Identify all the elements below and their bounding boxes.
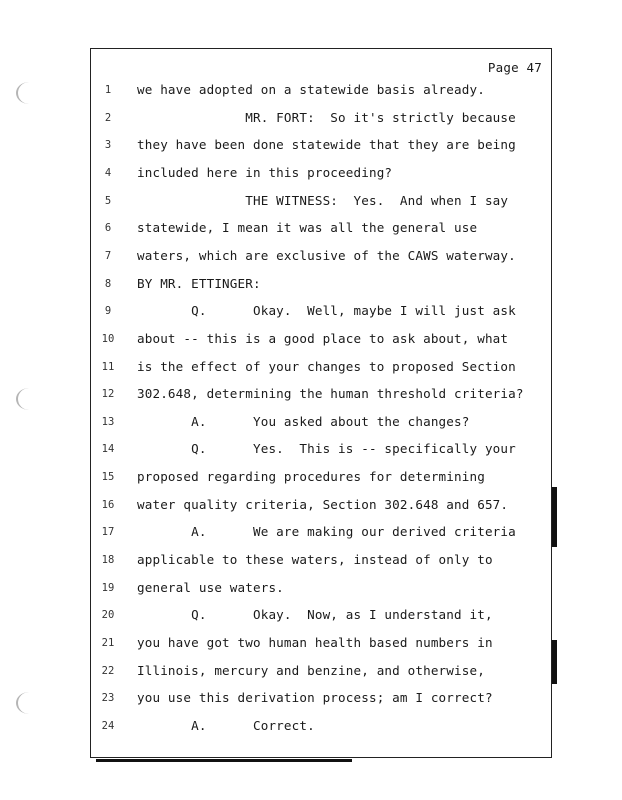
transcript-line	[0, 248, 622, 268]
line-number: 11	[101, 360, 115, 373]
line-text: included here in this proceeding?	[137, 164, 393, 180]
line-text: proposed regarding procedures for determining	[137, 469, 485, 485]
line-text: A. We are making our derived criteria	[137, 524, 516, 540]
transcript-line	[0, 497, 622, 517]
transcript-line	[0, 607, 622, 627]
line-text: they have been done statewide that they are being	[137, 137, 516, 153]
line-text: Q. Okay. Well, maybe I will just ask	[137, 303, 516, 319]
line-number: 16	[101, 498, 115, 511]
line-number: 19	[101, 581, 115, 594]
transcript-line	[0, 469, 622, 489]
transcript-line	[0, 524, 622, 544]
line-text: A. You asked about the changes?	[137, 413, 470, 429]
line-number: 12	[101, 388, 115, 401]
line-number: 20	[101, 609, 115, 622]
line-text: applicable to these waters, instead of only to	[137, 552, 493, 568]
transcript-line	[0, 580, 622, 600]
line-number: 21	[101, 637, 115, 649]
transcript-line	[0, 220, 622, 240]
line-text: A. Correct.	[137, 717, 315, 733]
line-text: Q. Okay. Now, as I understand it,	[137, 607, 493, 623]
line-text: you have got two human health based numbers in	[137, 635, 493, 650]
transcript-line	[0, 331, 622, 351]
transcript-line	[0, 276, 622, 296]
transcript-line	[0, 414, 622, 434]
line-text: statewide, I mean it was all the general use	[137, 220, 478, 236]
line-number: 7	[104, 249, 112, 262]
line-text: BY MR. ETTINGER:	[137, 275, 261, 291]
line-text: THE WITNESS: Yes. And when I say	[137, 192, 509, 208]
line-text: waters, which are exclusive of the CAWS waterway.	[137, 247, 516, 263]
line-number: 3	[104, 139, 112, 152]
line-number: 17	[101, 526, 115, 539]
line-number: 13	[101, 415, 115, 428]
line-text: general use waters.	[137, 579, 284, 595]
transcript-line	[0, 110, 622, 130]
line-text: MR. FORT: So it's strictly because	[137, 109, 516, 125]
page-number: Page 47	[487, 60, 542, 75]
line-number: 23	[101, 692, 115, 705]
line-text: is the effect of your changes to proposed Section	[137, 358, 516, 374]
line-number: 10	[101, 332, 115, 345]
transcript-line	[0, 137, 622, 157]
transcript-line	[0, 718, 622, 738]
line-text: we have adopted on a statewide basis already.	[137, 82, 485, 97]
line-number: 14	[101, 443, 115, 456]
line-number: 5	[104, 194, 112, 207]
transcript-line	[0, 359, 622, 379]
line-text: you use this derivation process; am I correct?	[137, 690, 493, 706]
transcript-line	[0, 663, 622, 683]
transcript-line	[0, 193, 622, 213]
bottom-rule	[96, 759, 352, 762]
transcript-line	[0, 303, 622, 323]
line-text: Illinois, mercury and benzine, and otherwise,	[137, 662, 485, 678]
line-number: 9	[104, 305, 112, 318]
transcript-line	[0, 552, 622, 572]
line-number: 4	[104, 166, 112, 179]
line-number: 8	[104, 277, 112, 290]
line-number: 1	[104, 84, 112, 96]
transcript-line	[0, 441, 622, 461]
line-text: about -- this is a good place to ask about, what	[137, 330, 509, 346]
transcript-line	[0, 635, 622, 655]
line-number: 6	[104, 222, 112, 235]
line-number: 2	[104, 111, 112, 124]
transcript-line	[0, 386, 622, 406]
transcript-line	[0, 82, 622, 102]
line-number: 22	[101, 664, 115, 677]
line-number: 18	[101, 554, 115, 567]
line-number: 15	[101, 471, 115, 484]
transcript-line	[0, 690, 622, 710]
line-text: water quality criteria, Section 302.648 and 657.	[137, 496, 509, 512]
transcript-line	[0, 165, 622, 185]
line-number: 24	[101, 719, 115, 732]
line-text: Q. Yes. This is -- specifically your	[137, 441, 516, 457]
line-text: 302.648, determining the human threshold criteria?	[137, 386, 524, 402]
